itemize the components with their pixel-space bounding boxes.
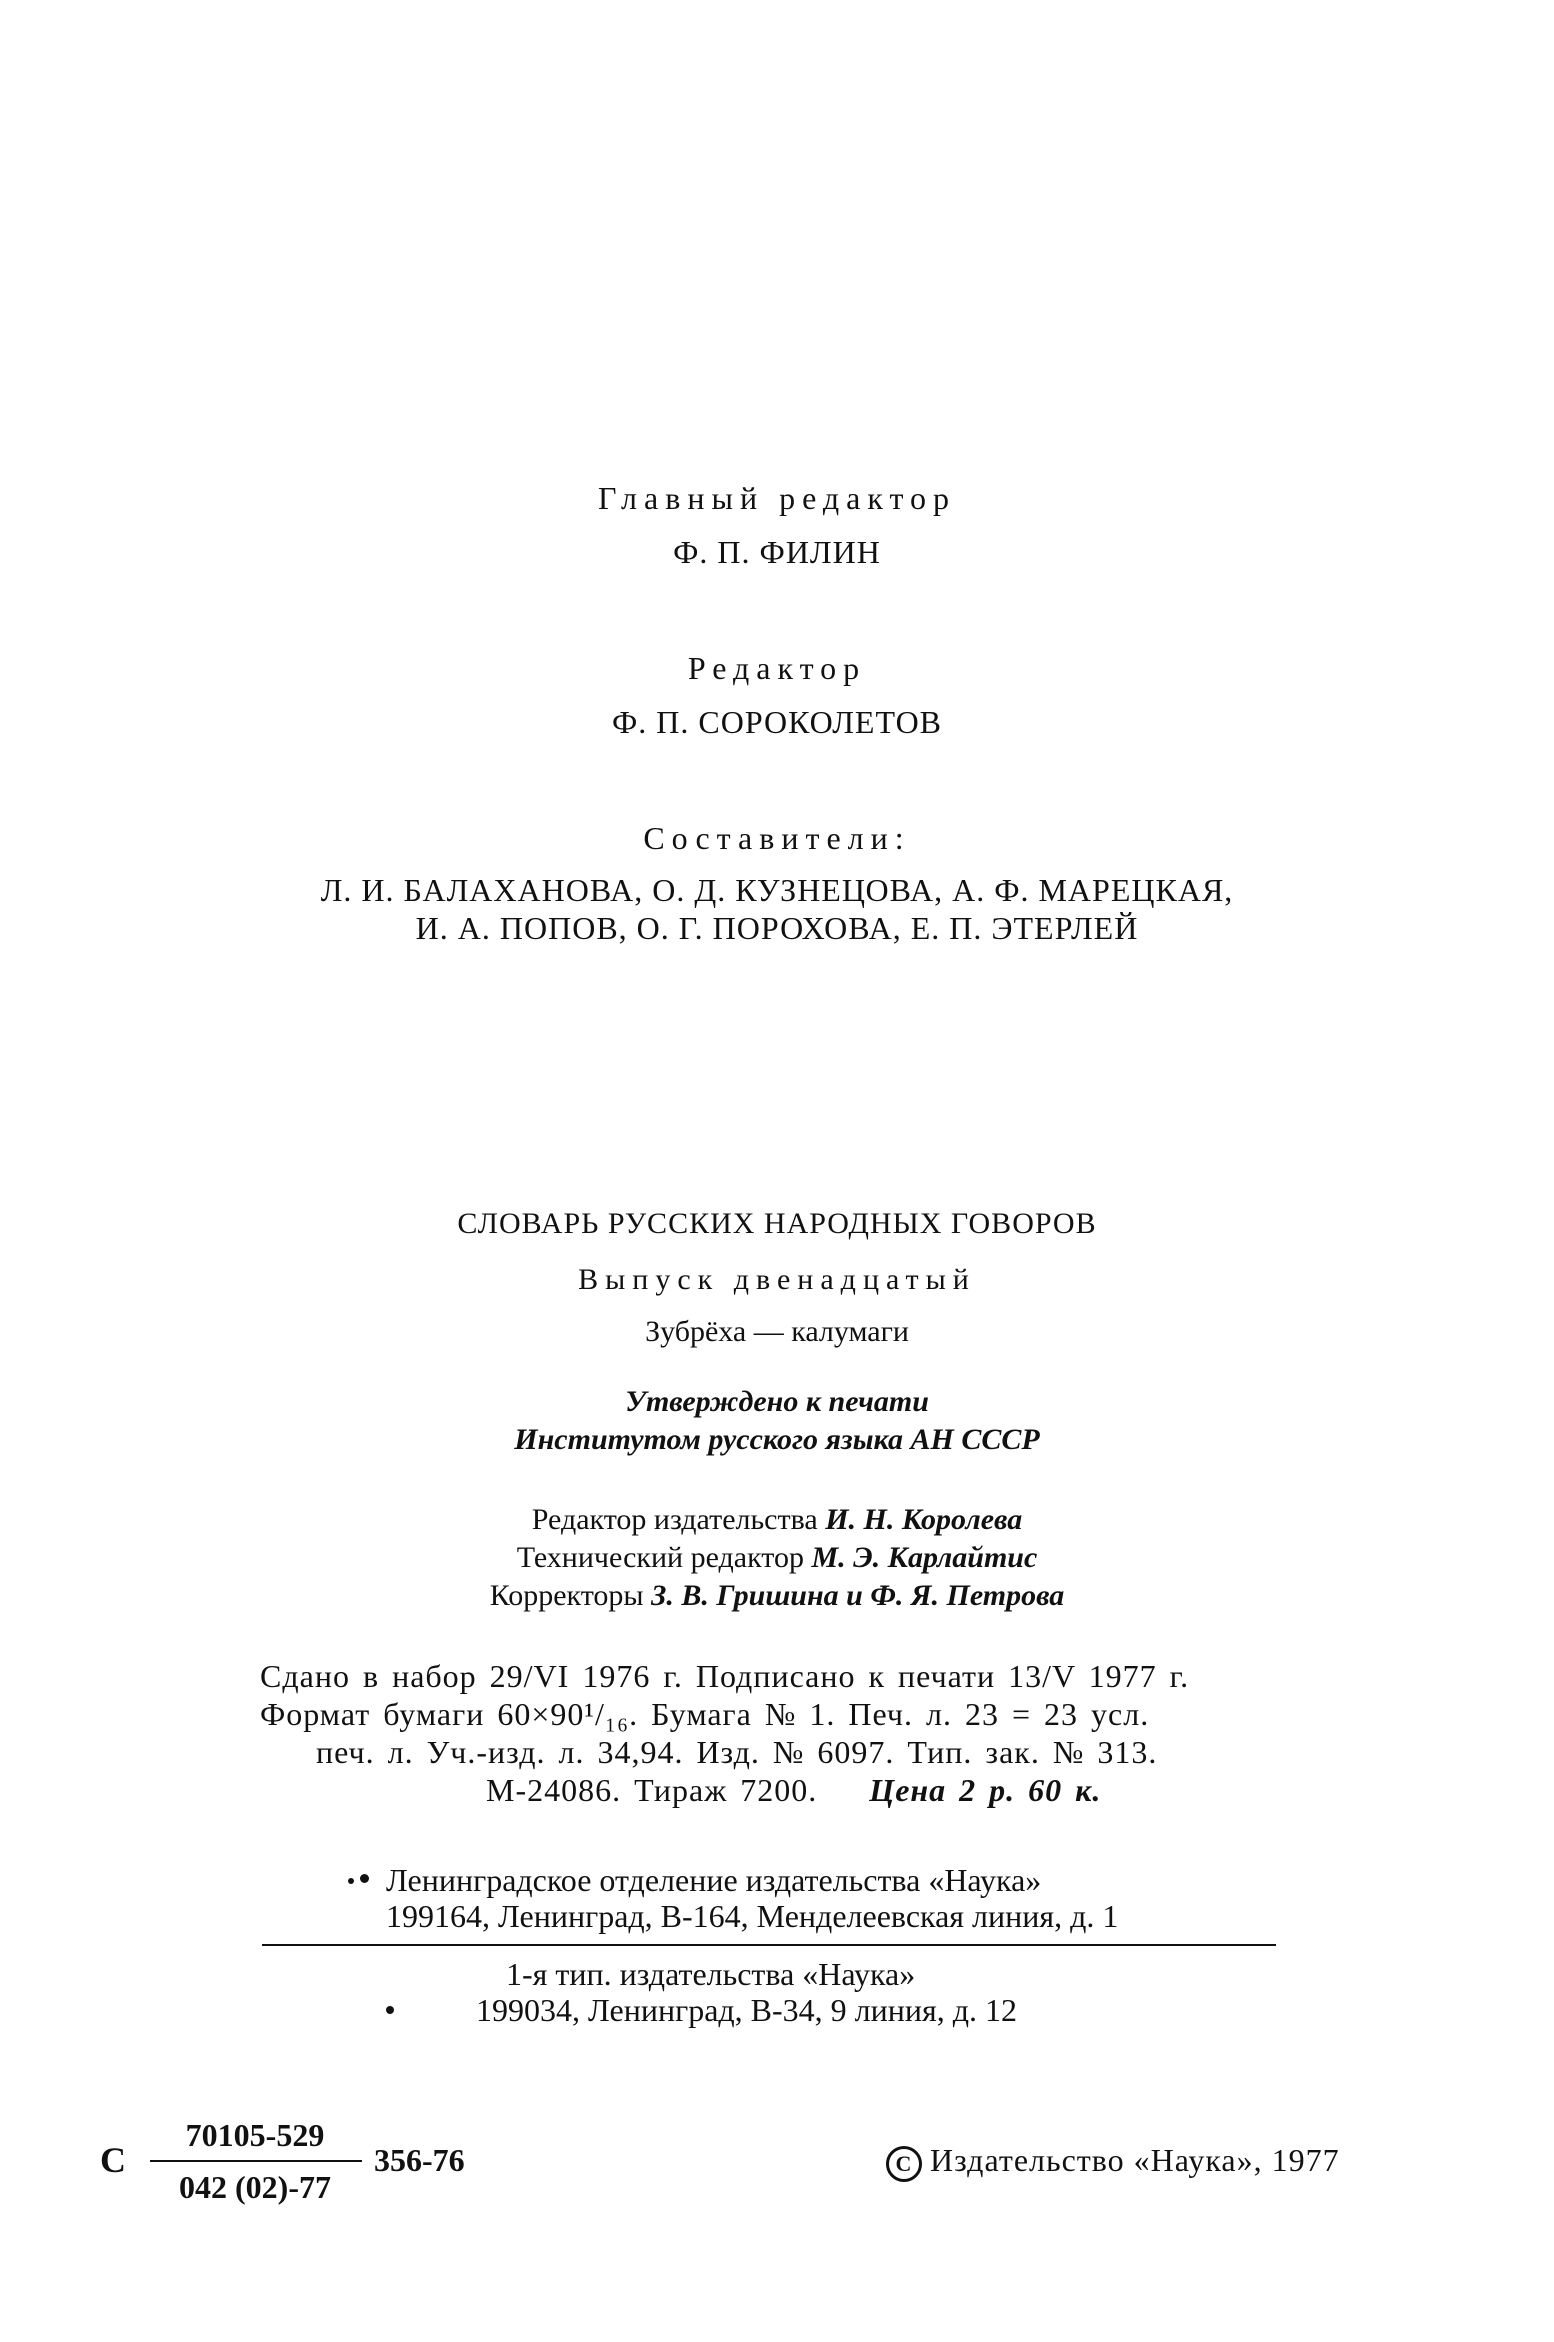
code-letter: С: [100, 2140, 126, 2180]
editor-label: Редактор: [687, 650, 867, 686]
imprint-price: Цена 2 р. 60 к.: [869, 1772, 1102, 1808]
code-fraction-line: [150, 2160, 362, 2162]
compilers-line-1: Л. И. БАЛАХАНОВА, О. Д. КУЗНЕЦОВА, А. Ф. МАРЕЦКАЯ,: [320, 872, 1234, 908]
approval-line-1: Утверждено к печати: [625, 1385, 929, 1418]
bullet-dot: [348, 1878, 354, 1884]
compilers-label: Составители:: [643, 820, 911, 856]
compilers-line-2: И. А. ПОПОВ, О. Г. ПОРОХОВА, Е. П. ЭТЕРЛЕЙ: [415, 910, 1139, 946]
copyright-text: Издательство «Наука», 1977: [930, 2142, 1340, 2178]
proofreaders: [0, 1576, 1554, 1616]
bullet-dot: [360, 1874, 369, 1883]
imprint-run: М-24086. Тираж 7200.: [486, 1772, 818, 1808]
editor-name: Ф. П. СОРОКОЛЕТОВ: [611, 704, 943, 740]
proofreaders-label: Корректоры: [489, 1579, 644, 1612]
printer-line-1: 1-я тип. издательства «Наука»: [506, 1956, 916, 1992]
book-issue: Выпуск двенадцатый: [578, 1263, 976, 1296]
book-range: Зубрёха — калумаги: [645, 1315, 909, 1348]
proofreaders-names: З. В. Гришина и Ф. Я. Петрова: [651, 1579, 1065, 1612]
imprint-line-3: печ. л. Уч.-изд. л. 34,94. Изд. № 6097. Тип. зак. № 313.: [316, 1734, 1158, 1770]
code-denominator: 042 (02)-77: [179, 2169, 331, 2205]
imprint-line-4: [486, 1770, 1101, 1810]
code-numerator: 70105-529: [185, 2117, 325, 2153]
publisher-editor: [0, 1500, 1554, 1540]
imprint-line-1: Сдано в набор 29/VI 1976 г. Подписано к печати 13/V 1977 г.: [260, 1658, 1190, 1694]
technical-editor-name: М. Э. Карлайтис: [811, 1541, 1038, 1574]
copyright-notice: [886, 2140, 1340, 2182]
approval-line-2: Институтом русского языка АН СССР: [514, 1423, 1040, 1456]
publisher-line-2: 199164, Ленинград, В-164, Менделеевская линия, д. 1: [386, 1898, 1119, 1934]
divider-rule: [262, 1944, 1276, 1946]
publisher-editor-name: И. Н. Королева: [825, 1503, 1023, 1536]
chief-editor-name: Ф. П. ФИЛИН: [673, 534, 881, 570]
copyright-icon: C: [886, 2146, 922, 2182]
code-suffix: 356-76: [374, 2142, 465, 2178]
technical-editor: [0, 1538, 1554, 1578]
chief-editor-label: Главный редактор: [597, 480, 957, 516]
bullet-dot: [386, 2006, 394, 2014]
publisher-editor-label: Редактор издательства: [531, 1503, 818, 1536]
technical-editor-label: Технический редактор: [516, 1541, 804, 1574]
publisher-line-1: Ленинградское отделение издательства «Наука»: [386, 1862, 1042, 1898]
book-title: СЛОВАРЬ РУССКИХ НАРОДНЫХ ГОВОРОВ: [457, 1207, 1097, 1240]
imprint-line-2: Формат бумаги 60×90¹/₁₆. Бумага № 1. Печ. л. 23 = 23 усл.: [260, 1696, 1150, 1732]
printer-line-2: 199034, Ленинград, В-34, 9 линия, д. 12: [476, 1992, 1018, 2028]
